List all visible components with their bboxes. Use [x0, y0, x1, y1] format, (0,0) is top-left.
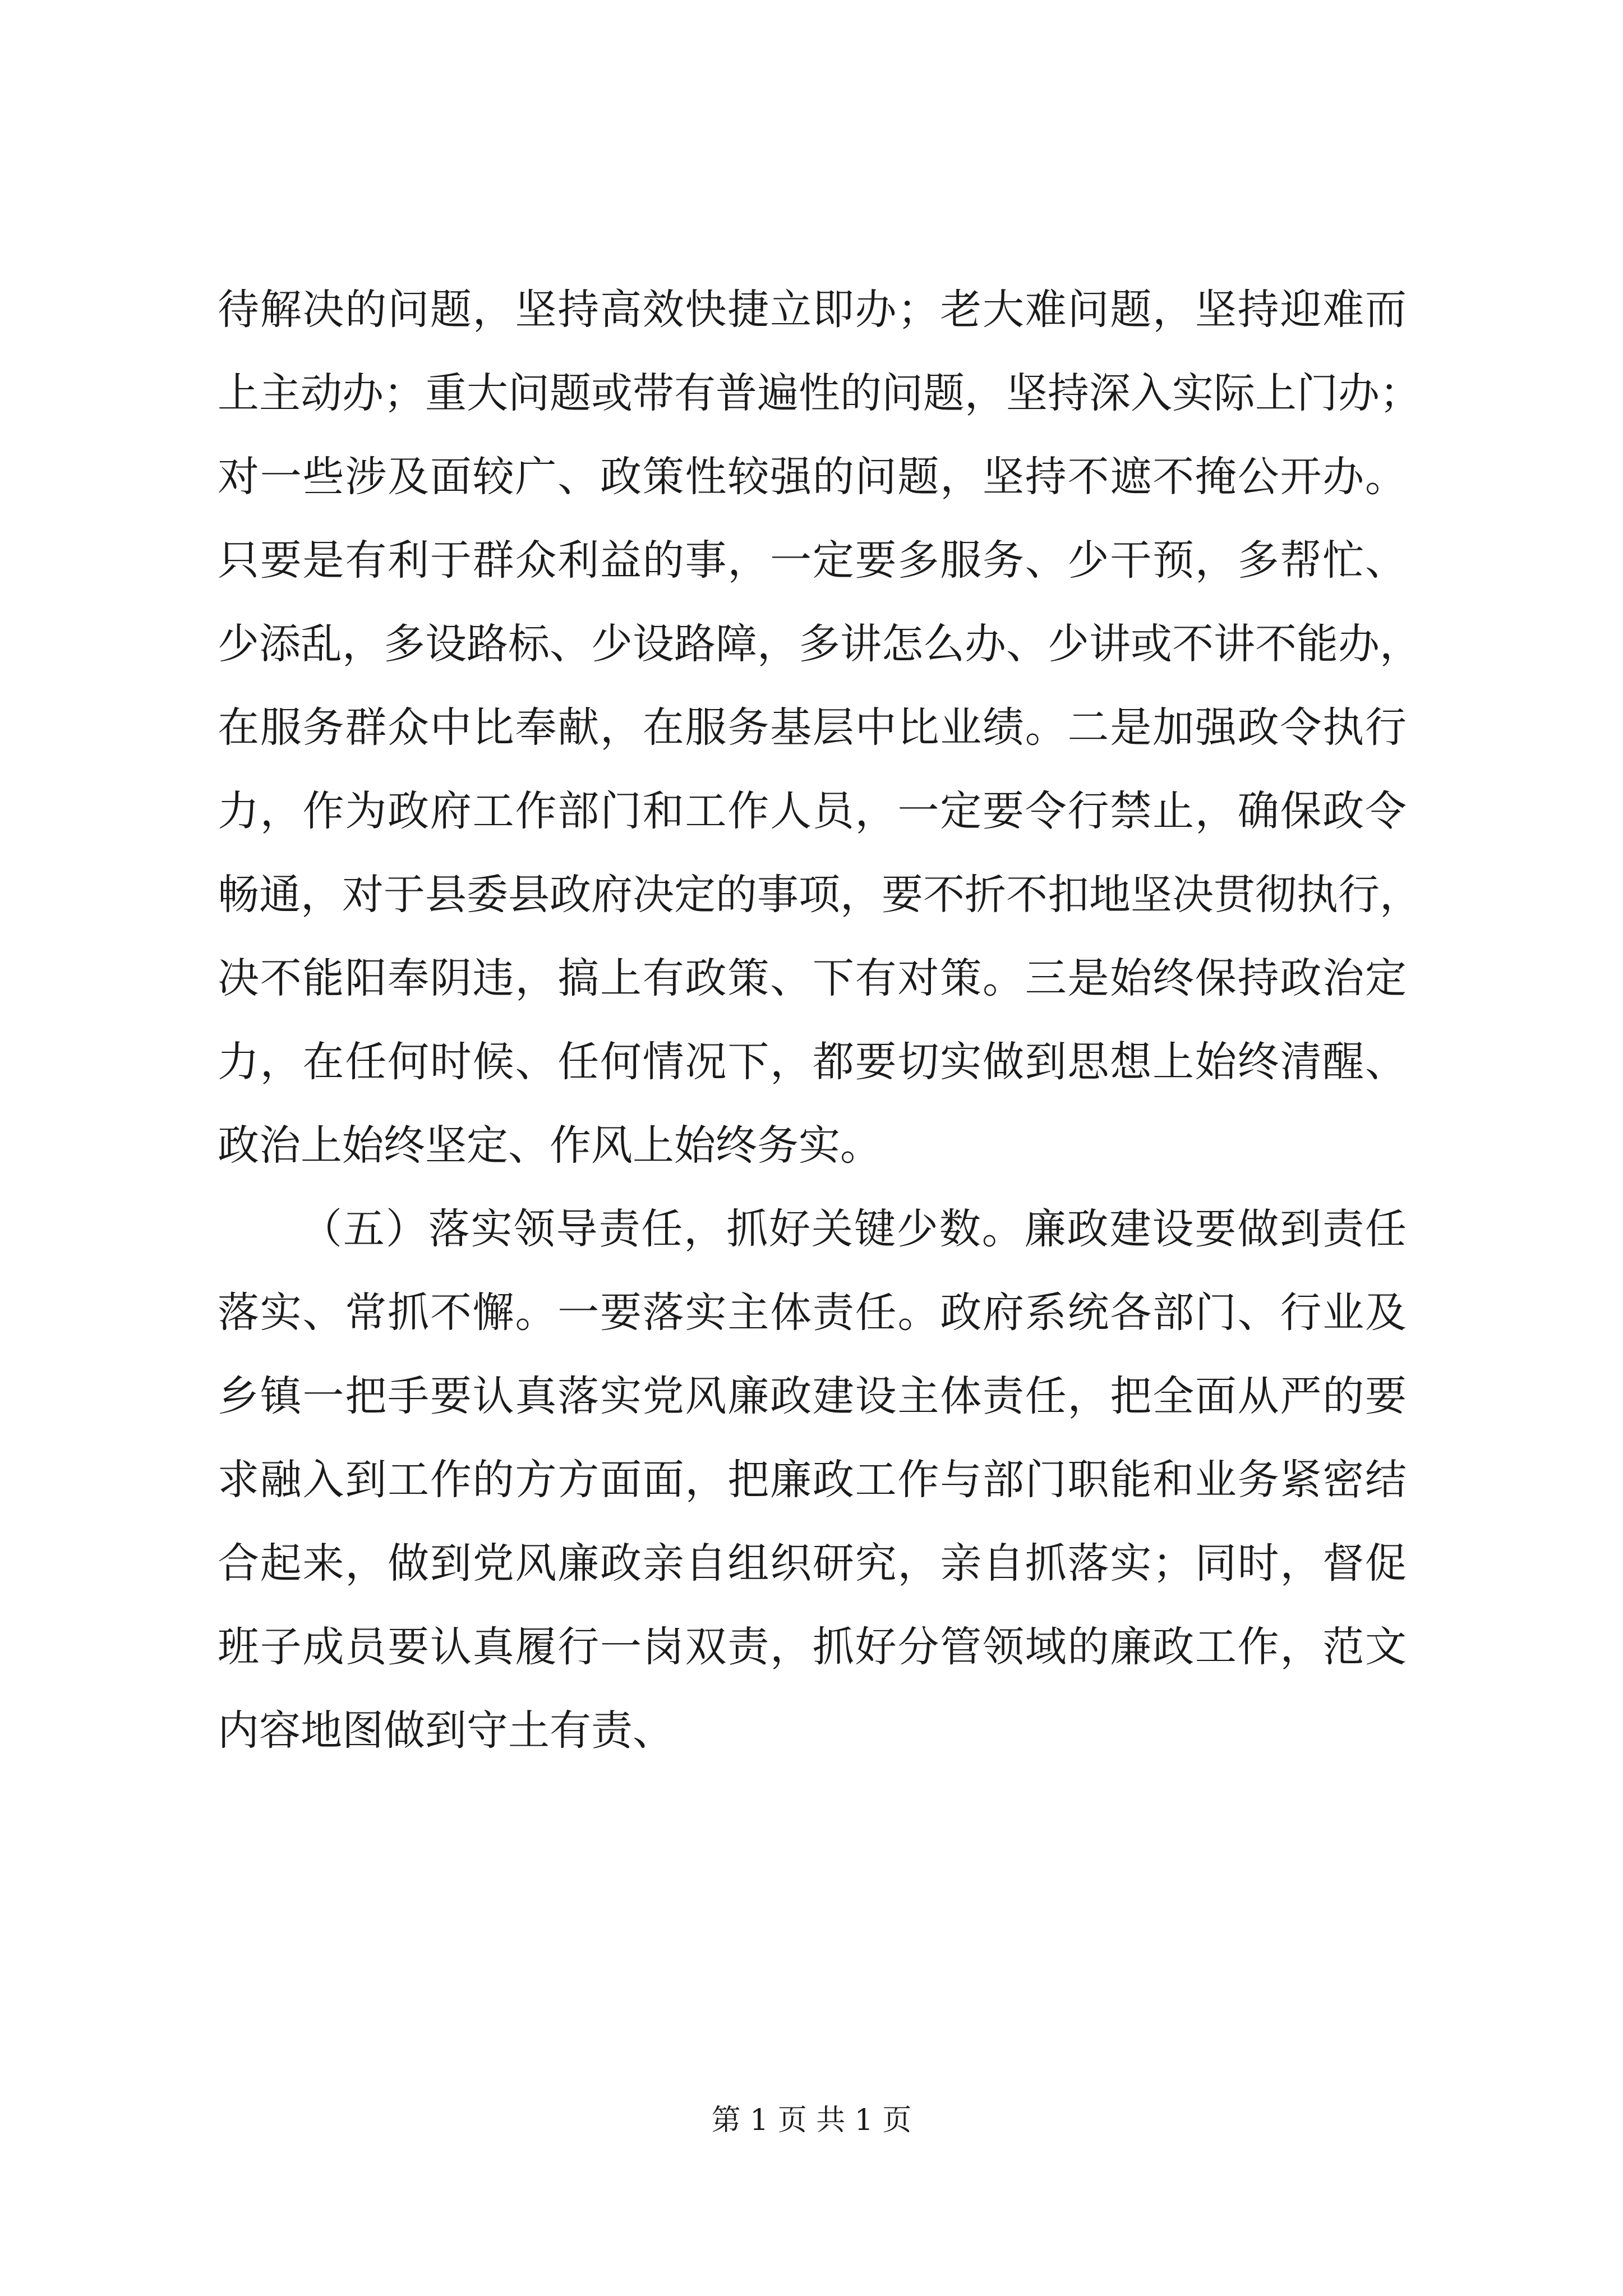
- text-line: 只要是有利于群众利益的事，一定要多服务、少干预，多帮忙、: [218, 536, 1407, 585]
- text-line: 力，在任何时候、任何情况下，都要切实做到思想上始终清醒、: [218, 1038, 1407, 1086]
- text-line: 上主动办；重大问题或带有普遍性的问题，坚持深入实际上门办；: [218, 369, 1421, 417]
- page-footer: 第 1 页 共 1 页: [711, 2104, 912, 2137]
- text-line: 乡镇一把手要认真落实党风廉政建设主体责任，把全面从严的要: [218, 1372, 1407, 1420]
- text-line: 政治上始终坚定、作风上始终务实。: [218, 1121, 882, 1170]
- text-line: 少添乱，多设路标、少设路障，多讲怎么办、少讲或不讲不能办，: [218, 620, 1421, 668]
- text-line: 班子成员要认真履行一岗双责，抓好分管领域的廉政工作，范文: [218, 1623, 1407, 1671]
- document-body: [218, 268, 1421, 1773]
- text-line: 求融入到工作的方方面面，把廉政工作与部门职能和业务紧密结: [218, 1456, 1407, 1504]
- text-line: 在服务群众中比奉献，在服务基层中比业绩。二是加强政令执行: [218, 703, 1407, 752]
- text-line: 力，作为政府工作部门和工作人员，一定要令行禁止，确保政令: [218, 787, 1407, 835]
- text-line: 合起来，做到党风廉政亲自组织研究，亲自抓落实；同时，督促: [218, 1539, 1407, 1588]
- text-line: 畅通，对于县委县政府决定的事项，要不折不扣地坚决贯彻执行，: [218, 871, 1421, 919]
- text-line: 对一些涉及面较广、政策性较强的问题，坚持不遮不掩公开办。: [218, 453, 1407, 501]
- text-line: 落实、常抓不懈。一要落实主体责任。政府系统各部门、行业及: [218, 1289, 1407, 1337]
- text-line: （五）落实领导责任，抓好关键少数。廉政建设要做到责任: [301, 1205, 1407, 1253]
- text-line: 决不能阳奉阴违，搞上有政策、下有对策。三是始终保持政治定: [218, 954, 1407, 1002]
- text-line: 内容地图做到守土有责、: [218, 1706, 674, 1755]
- paragraph-2: [218, 1188, 1407, 1773]
- text-line: 待解决的问题，坚持高效快捷立即办；老大难问题，坚持迎难而: [218, 286, 1407, 334]
- paragraph-1: [218, 268, 1421, 1188]
